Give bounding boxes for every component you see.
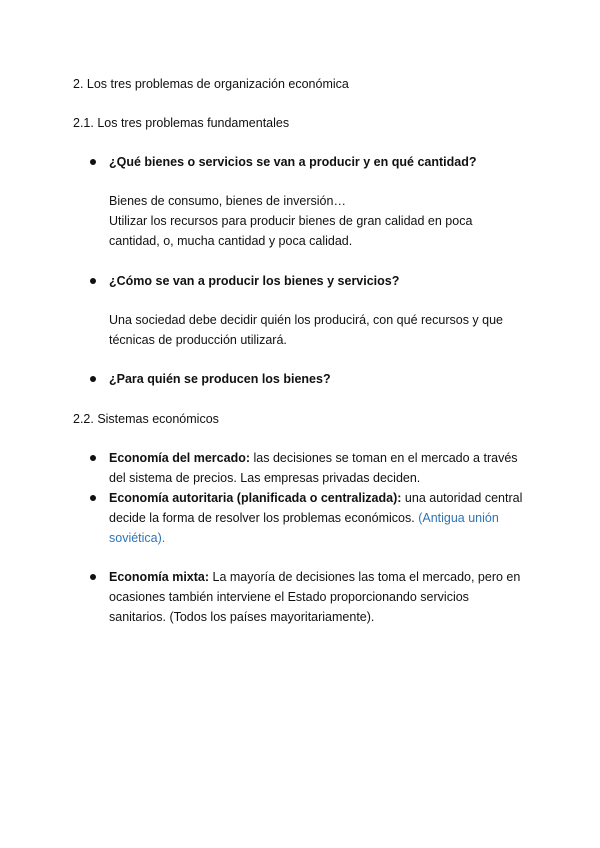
bullet-icon — [90, 455, 96, 461]
list-item-q1 — [90, 152, 530, 172]
answer-line: Bienes de consumo, bienes de inversión… — [109, 194, 346, 208]
definition-text: las decisiones se toman en el mercado a través — [250, 451, 518, 465]
bullet-line — [90, 271, 530, 291]
definition-text: sanitarios. (Todos los países mayoritariamente). — [109, 610, 375, 624]
answer-line: cantidad, o, mucha cantidad y poca calidad. — [109, 234, 353, 248]
heading-section-2-2: 2.2. Sistemas económicos — [73, 412, 219, 426]
answer-line: Utilizar los recursos para producir bienes de gran calidad en poca — [109, 214, 473, 228]
list-item-q3 — [90, 369, 530, 389]
bullet-line — [90, 488, 530, 508]
list-item-mixed-economy — [90, 567, 530, 627]
answer-what — [109, 191, 539, 251]
heading-section-2: 2. Los tres problemas de organización económica — [73, 77, 349, 91]
bullet-icon — [90, 574, 96, 580]
term-authoritarian-economy: Economía autoritaria (planificada o centralizada): — [109, 491, 402, 505]
bullet-icon — [90, 159, 96, 165]
bullet-line — [90, 567, 530, 587]
bullet-continuation — [90, 528, 530, 548]
question-how: ¿Cómo se van a producir los bienes y servicios? — [109, 274, 400, 288]
term-market-economy: Economía del mercado: — [109, 451, 251, 465]
definition-text: La mayoría de decisiones las toma el mercado, pero en — [209, 570, 521, 584]
answer-how — [109, 310, 539, 350]
list-item-q2 — [90, 271, 530, 291]
example-note: (Antigua unión — [418, 511, 499, 525]
definition-text: del sistema de precios. Las empresas privadas deciden. — [109, 471, 421, 485]
answer-line: Una sociedad debe decidir quién los producirá, con qué recursos y que — [109, 313, 503, 327]
definition-text: una autoridad central — [401, 491, 523, 505]
example-note: soviética). — [109, 531, 166, 545]
answer-line: técnicas de producción utilizará. — [109, 333, 287, 347]
heading-section-2-1: 2.1. Los tres problemas fundamentales — [73, 116, 290, 130]
bullet-continuation — [90, 587, 530, 607]
term-mixed-economy: Economía mixta: — [109, 570, 210, 584]
question-for-whom: ¿Para quién se producen los bienes? — [109, 372, 331, 386]
list-item-market-economy — [90, 448, 530, 488]
bullet-icon — [90, 376, 96, 382]
bullet-line — [90, 369, 530, 389]
question-what: ¿Qué bienes o servicios se van a producir y en qué cantidad? — [109, 155, 477, 169]
bullet-line — [90, 152, 530, 172]
definition-text: decide la forma de resolver los problemas económicos. — [109, 511, 419, 525]
bullet-line — [90, 448, 530, 468]
bullet-continuation — [90, 508, 530, 528]
bullet-continuation — [90, 607, 530, 627]
bullet-icon — [90, 495, 96, 501]
bullet-icon — [90, 278, 96, 284]
bullet-continuation — [90, 468, 530, 488]
definition-text: ocasiones también interviene el Estado proporcionando servicios — [109, 590, 469, 604]
list-item-authoritarian-economy — [90, 488, 530, 548]
